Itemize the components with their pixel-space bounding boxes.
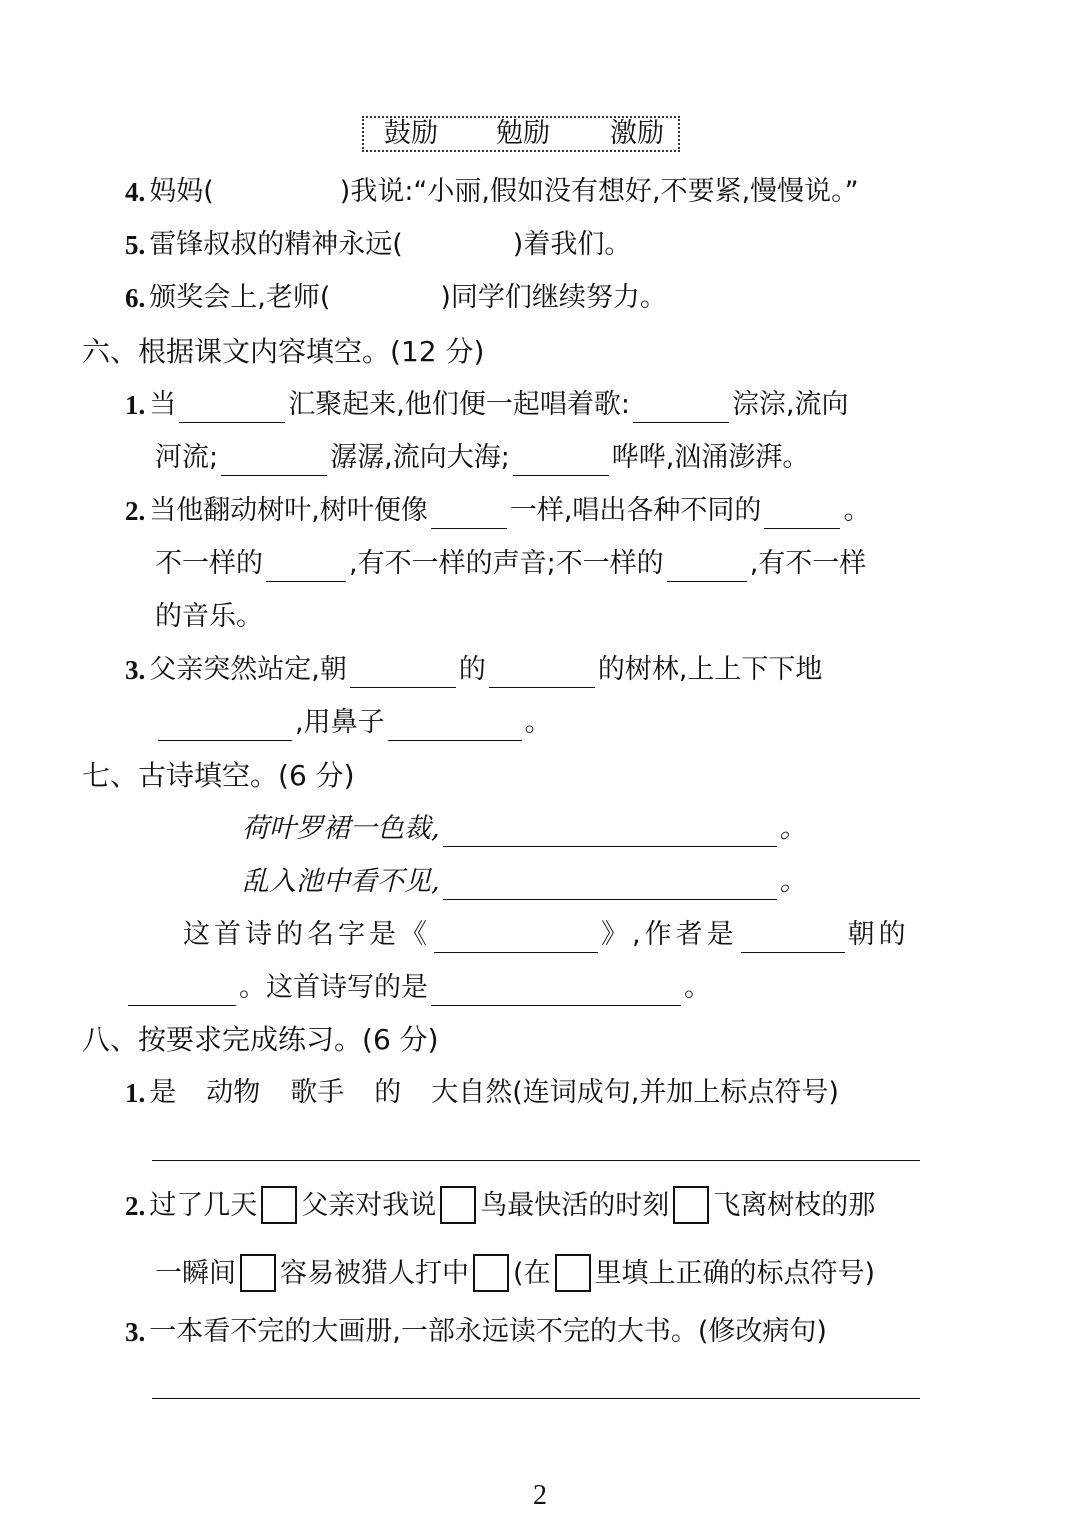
poem-line: 荷叶罗裙一色裁, 。 [242,811,807,847]
punctuation-box[interactable] [473,1254,509,1292]
fill-blank[interactable] [443,869,777,900]
question-item: 1. 当 汇聚起来,他们便一起唱着歌: 淙淙,流向 [125,387,849,423]
fill-blank[interactable] [266,551,346,582]
section-heading: 六、根据课文内容填空。(12 分) [82,335,485,368]
punctuation-box[interactable] [673,1186,709,1224]
question-line: 一瞬间 容易被猎人打中 (在 里填上正确的标点符号) [155,1254,875,1290]
question-line: 的音乐。 [155,601,263,632]
fill-blank[interactable] [388,710,522,741]
word-choice-box [362,116,680,152]
fill-blank[interactable] [158,710,292,741]
fill-blank[interactable] [221,445,327,476]
fill-blank[interactable] [179,392,285,423]
question-line: 。这首诗写的是 。 [125,970,711,1006]
fill-blank[interactable] [513,445,609,476]
fill-blank[interactable] [667,551,747,582]
answer-line[interactable] [152,1160,920,1161]
fill-blank[interactable] [443,816,777,847]
question-item: 1. 是 动物 歌手 的 大自然(连词成句,并加上标点符号) [125,1077,839,1108]
question-item: 5. 雷锋叔叔的精神永远( )着我们。 [125,229,632,260]
fill-blank[interactable] [764,498,840,529]
question-line: 这首诗的名字是《 》,作者是 朝的 [183,917,910,953]
question-item: 6. 颁奖会上,老师( )同学们继续努力。 [125,282,667,313]
punctuation-box[interactable] [261,1186,297,1224]
question-line: 河流; 潺潺,流向大海; 哗哗,汹涌澎湃。 [155,440,809,476]
punctuation-box-example [555,1254,591,1292]
fill-blank[interactable] [489,657,595,688]
word-option: 激励 [610,118,664,149]
fill-blank[interactable] [350,657,456,688]
poem-line: 乱入池中看不见, 。 [242,864,807,900]
section-heading: 七、古诗填空。(6 分) [82,759,355,792]
word-option: 鼓励 [384,118,438,149]
page-number: 2 [533,1480,547,1511]
punctuation-box[interactable] [440,1186,476,1224]
fill-blank[interactable] [633,392,729,423]
word-option: 勉励 [496,118,550,149]
question-line: ,用鼻子 。 [155,705,552,741]
question-item: 2. 过了几天 父亲对我说 鸟最快活的时刻 飞离树枝的那 [125,1186,875,1222]
question-item: 4. 妈妈( )我说:“小丽,假如没有想好,不要紧,慢慢说。” [125,176,859,207]
question-line: 不一样的 ,有不一样的声音;不一样的 ,有不一样 [155,546,866,582]
question-item: 2. 当他翻动树叶,树叶便像 一样,唱出各种不同的 。 [125,493,870,529]
punctuation-box[interactable] [240,1254,276,1292]
fill-blank[interactable] [431,975,681,1006]
fill-blank[interactable] [431,498,507,529]
question-item: 3. 父亲突然站定,朝 的 的树林,上上下下地 [125,652,822,688]
fill-blank[interactable] [434,922,598,953]
fill-blank[interactable] [741,922,845,953]
answer-line[interactable] [152,1398,920,1399]
fill-blank[interactable] [128,975,236,1006]
section-heading: 八、按要求完成练习。(6 分) [82,1023,439,1056]
question-item: 3. 一本看不完的大画册,一部永远读不完的大书。(修改病句) [125,1316,827,1347]
